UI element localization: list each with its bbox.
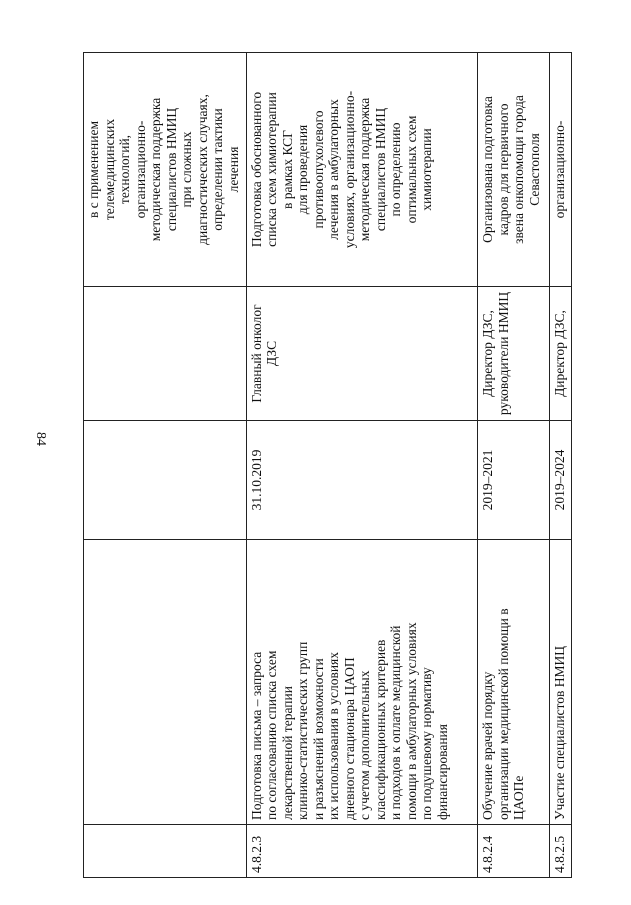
responsible-cell: Главный онколог ДЗС: [246, 287, 478, 421]
date-cell: 31.10.2019: [246, 421, 478, 540]
date-cell: 2019–2021: [478, 421, 549, 540]
rotated-table-container: [83, 62, 572, 878]
description-cell: [84, 540, 247, 825]
date-cell: [84, 421, 247, 540]
row-number-cell: [84, 825, 247, 878]
result-cell: Подготовка обоснованного списка схем химиотерапии в рамках КСГ для проведения противоопухолевого лечения в амбулаторных условиях, организационно- методическая поддержка специалистов НМИЦ по определению оптимальных схем химиотерапии: [246, 53, 478, 287]
result-cell: организационно-: [549, 53, 571, 287]
description-cell: Подготовка письма – запроса по согласованию списка схем лекарственной терапии клинико-статистических групп и разъяснений возможности их использования в условиях дневного стационара ЦАОП с учетом дополнительных классификационных критериев и подходов к оплате медицинской помощи в амбулаторных условиях по подушевому нормативу финансирования: [246, 540, 478, 825]
responsible-cell: Директор ДЗС,: [549, 287, 571, 421]
table-row: [549, 53, 571, 878]
result-cell: в с применением телемедицинских технологий, организационно- методическая поддержка специалистов НМИЦ при сложных диагностических случаях, определении тактики лечения: [84, 53, 247, 287]
row-number-cell: 4.8.2.5: [549, 825, 571, 878]
row-number-cell: 4.8.2.3: [246, 825, 478, 878]
table-row: [84, 53, 247, 878]
row-number-cell: 4.8.2.4: [478, 825, 549, 878]
table-row: [478, 53, 549, 878]
description-cell: Обучение врачей порядку организации медицинской помощи в ЦАОПе: [478, 540, 549, 825]
responsible-cell: [84, 287, 247, 421]
plan-table: [83, 52, 572, 878]
responsible-cell: Директор ДЗС, руководители НМИЦ: [478, 287, 549, 421]
result-cell: Организована подготовка кадров для первичного звена онкопомощи города Севастополя: [478, 53, 549, 287]
page-number: 84: [33, 432, 48, 446]
table-row: [246, 53, 478, 878]
description-cell: Участие специалистов НМИЦ: [549, 540, 571, 825]
date-cell: 2019–2024: [549, 421, 571, 540]
